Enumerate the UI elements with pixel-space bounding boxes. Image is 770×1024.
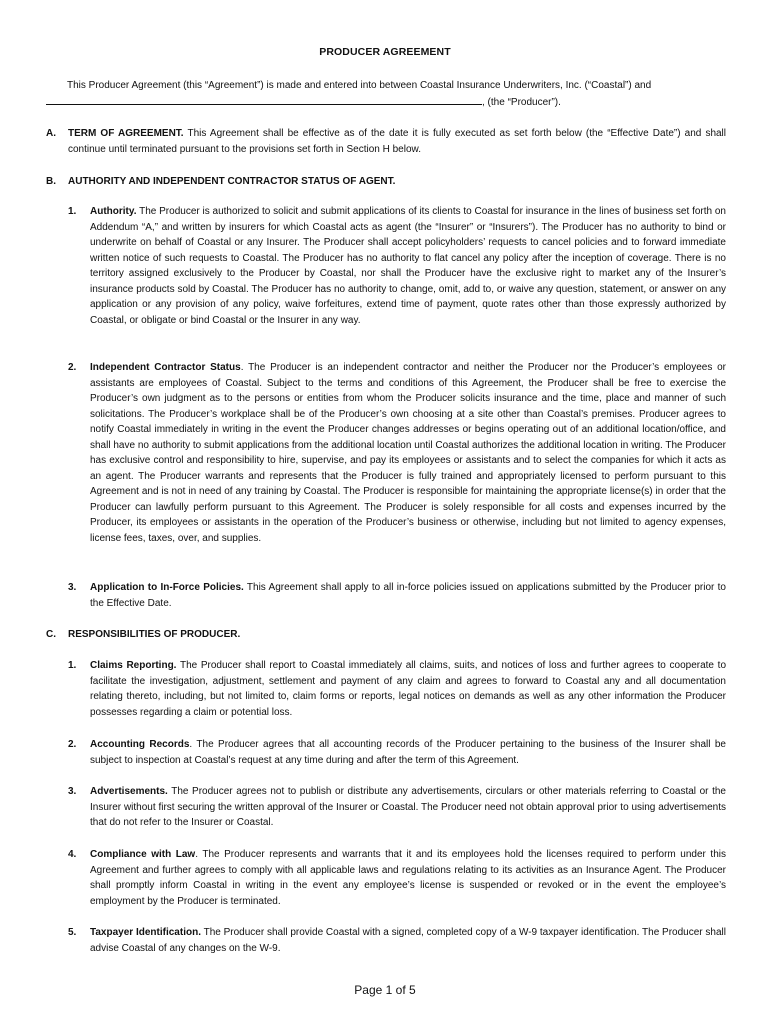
section-b-item-1	[68, 204, 726, 328]
item-title: Compliance with Law	[90, 849, 196, 860]
section-a-letter: A.	[46, 128, 56, 139]
section-a-text: This Agreement shall be effective as of the date it is fully executed as set forth below (the “Effective Date”) and shall continue until terminated pursuant to the provisions set forth in Section H below.	[68, 128, 727, 155]
item-title: Claims Reporting.	[90, 660, 177, 671]
item-number: 2.	[68, 739, 77, 750]
intro-line-2-suffix: , (the “Producer”).	[482, 97, 561, 108]
item-number: 1.	[68, 206, 77, 217]
section-c-letter: C.	[46, 629, 56, 640]
item-text: The Producer is authorized to solicit and submit applications of its clients to Coastal for insurance in the lines of business set forth on Addendum “A,” and written by insurers for which Coastal acts as agent (the “Insurer” or “Insurers”). The Producer has no authority to bind or underwrite on behalf of Coastal or any Insurer. The Producer shall accept policyholders’ requests to cancel policies and to forward immediate written notice of such requests to Coastal. The Producer has no authority to flat cancel any policy after the inception of coverage. There is no territory assigned exclusively to the Producer by Coastal, nor shall the Producer have the exclusive right to market any of the Insurer’s insurance products sold by Coastal. The Producer has no authority to change, omit, add to, or waive any question, statement, or answer on any application or any provision of any policy, waive forfeitures, extend time of payment, quote rates other than those expressly authorized by Coastal, or obligate or bind Coastal or the Insurer in any way.	[90, 206, 726, 326]
item-text: The Producer agrees not to publish or distribute any advertisements, circulars or other materials referring to Coastal or the Insurer without first securing the written approval of the Insurer or Coastal. The Producer need not obtain approval prior to using advertisements that do not refer to the Insurer or Coastal.	[90, 786, 726, 828]
document-title: PRODUCER AGREEMENT	[319, 46, 451, 58]
section-c	[46, 627, 726, 643]
item-title: Independent Contractor Status	[90, 362, 241, 373]
section-c-item-2	[68, 737, 726, 768]
item-title: Authority.	[90, 206, 137, 217]
item-number: 3.	[68, 786, 77, 797]
item-text: . The Producer represents and warrants that it and its employees hold the licenses required to perform under this Agreement and further agrees to comply with all applicable laws and regulations relating to its activities as an Insurance Agent. The Producer shall promptly inform Coastal in writing in the event any employee’s license is suspended or revoked or in the event the employee’s employment by the Producer is terminated.	[90, 849, 726, 907]
section-b	[46, 174, 726, 190]
section-c-item-4	[68, 847, 726, 909]
section-b-item-2	[68, 360, 726, 546]
section-a-title: TERM OF AGREEMENT.	[68, 128, 184, 139]
section-c-item-3	[68, 784, 726, 831]
section-c-title: RESPONSIBILITIES OF PRODUCER.	[68, 629, 241, 640]
section-a	[46, 126, 726, 157]
item-title: Advertisements.	[90, 786, 168, 797]
item-text: This Agreement shall apply to all in-force policies issued on applications submitted by the Producer prior to the Effective Date.	[90, 582, 726, 609]
intro-paragraph	[46, 78, 726, 111]
item-title: Accounting Records	[90, 739, 190, 750]
item-number: 5.	[68, 927, 77, 938]
section-b-item-3	[68, 580, 726, 611]
item-number: 2.	[68, 362, 77, 373]
page-number: Page 1 of 5	[354, 983, 416, 997]
intro-line-2	[46, 94, 726, 111]
item-text: . The Producer is an independent contractor and neither the Producer nor the Producer’s employees or assistants are employees of Coastal. Subject to the terms and conditions of this Agreement, the Producer shall be free to exercise the Producer’s own judgment as to the persons or entities from whom the Producer solicits insurance and the time, place and manner of such solicitations. The Producer’s workplace shall be of the Producer’s own choosing at a site other than Coastal’s premises. Producer agrees to notify Coastal immediately in writing in the event the Producer changes addresses or begins operating out of an additional location/office, and shall have no authority to submit applications from the additional location until Coastal authorizes the additional location in writing. The Producer has exclusive control and responsibility to hire, supervise, and pay its employees or assistants and to select the companies for which it acts as an agent. The Producer warrants and represents that the Producer is fully trained and appropriately licensed to perform pursuant to this Agreement and is not in need of any training by Coastal. The Producer is responsible for maintaining the appropriate license(s) in order that the Producer can lawfully perform pursuant to this Agreement. The Producer is solely responsible for all costs and expenses incurred by the Producer, its employees or assistants in the operation of the Producer’s business or otherwise, including but not limited to agency expenses, license fees, taxes, over, and supplies.	[90, 362, 726, 544]
section-b-title: AUTHORITY AND INDEPENDENT CONTRACTOR STATUS OF AGENT.	[68, 176, 396, 187]
producer-name-blank[interactable]	[46, 94, 482, 105]
item-title: Application to In-Force Policies.	[90, 582, 244, 593]
item-number: 3.	[68, 582, 77, 593]
section-c-item-1	[68, 658, 726, 720]
item-text: The Producer shall provide Coastal with a signed, completed copy of a W-9 taxpayer identification. The Producer shall advise Coastal of any changes on the W-9.	[90, 927, 726, 954]
intro-line-1: This Producer Agreement (this “Agreement”) is made and entered into between Coastal Insurance Underwriters, Inc. (“Coastal”) and	[67, 80, 652, 91]
item-text: . The Producer agrees that all accounting records of the Producer pertaining to the business of the Insurer shall be subject to inspection at Coastal’s request at any time during and after the term of this Agreement.	[90, 739, 726, 766]
section-c-item-5	[68, 925, 726, 956]
item-title: Taxpayer Identification.	[90, 927, 201, 938]
section-b-letter: B.	[46, 176, 56, 187]
item-number: 1.	[68, 660, 77, 671]
item-text: The Producer shall report to Coastal immediately all claims, suits, and notices of loss and further agrees to cooperate to facilitate the investigation, adjustment, settlement and payment of any claim and agrees to forward to Coastal any and all documentation relating thereto, including, but not limited to, claim forms or reports, legal notices on demands as well as any other information the Producer possesses regarding a claim or potential loss.	[90, 660, 726, 718]
item-number: 4.	[68, 849, 77, 860]
